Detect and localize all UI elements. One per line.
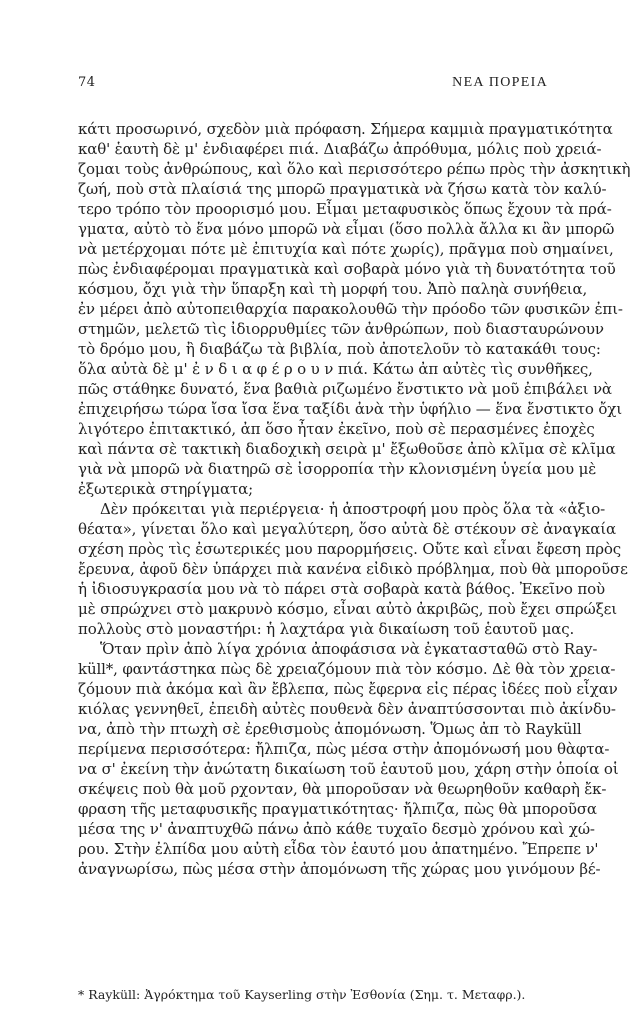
text-line: σκέψεις ποὺ θὰ μοῦ ρχονταν, θὰ μποροῦσαν νὰ θεωρηθοῦν καθαρὴ ἔκ- [78,780,607,798]
text-line: στημῶν, μελετῶ τὶς ἰδιορρυθμίες τῶν ἀνθρώπων, ποὺ διασταυρώνουν [78,320,604,338]
text-line: γιὰ νὰ μπορῶ νὰ διατηρῶ σὲ ἰσορροπία τὴν κλονισμένη ὑγεία μου μὲ [78,460,597,478]
text-line: να σ' ἐκείνη τὴν ἀνώτατη δικαίωση τοῦ ἑαυτοῦ μου, χάρη στὴν ὁποία οἱ [78,760,619,778]
page-header [78,75,548,95]
text-line: ἐπιχειρήσω τώρα ἴσα ἴσα ἕνα ταξίδι ἀνὰ τὴν ὑφήλιο — ἕνα ἔνστικτο ὄχι [78,400,622,418]
text-line: ἡ ἰδιοσυγκρασία μου νὰ τὸ πάρει στὰ σοβαρὰ κατὰ βάθος. Ἐκεῖνο ποὺ [78,580,605,598]
text-line: ὅλα αὐτὰ δὲ μ' ἐ ν δ ι α φ έ ρ ο υ ν πιά. Κάτω ἀπ αὐτὲς τὶς συνθῆκες, [78,360,593,378]
text-line: ἐξωτερικὰ στηρίγματα; [78,480,253,498]
text-line: τερο τρόπο τὸν προορισμό μου. Εἶμαι μεταφυσικὸς ὅπως ἔχουν τὰ πρά- [78,200,612,218]
text-line: κόσμου, ὄχι γιὰ τὴν ὕπαρξη καὶ τὴ μορφή του. Ἀπὸ παληὰ συνήθεια, [78,280,588,298]
text-line: Δὲν πρόκειται γιὰ περιέργεια· ἡ ἀποστροφή μου πρὸς ὅλα τὰ «ἀξιο- [100,500,606,518]
text-line: küll*, φαντάστηκα πὼς δὲ χρειαζόμουν πιὰ τὸν κόσμο. Δὲ θὰ τὸν χρεια- [78,660,616,678]
text-line: πῶς στάθηκε δυνατό, ἕνα βαθιὰ ριζωμένο ἔνστικτο νὰ μοῦ ἐπιβάλει νὰ [78,380,612,398]
text-line: γματα, αὐτὸ τὸ ἕνα μόνο μπορῶ νὰ εἶμαι (ὅσο πολλὰ ἄλλα κι ἂν μπορῶ [78,220,615,238]
body-text [78,119,630,879]
text-line: ζομαι τοὺς ἀνθρώπους, καὶ ὅλο καὶ περισσότερο ρέπω πρὸς τὴν ἀσκητικὴ [78,160,630,178]
running-title: ΝΕΑ ΠΟΡΕΙΑ [452,75,548,90]
page-number: 74 [78,75,96,90]
footnote: * Rayküll: Ἀγρόκτημα τοῦ Kayserling στὴν Ἐσθονία (Σημ. τ. Μεταφρ.). [78,987,526,1002]
text-line: καθ' ἑαυτὴ δὲ μ' ἐνδιαφέρει πιά. Διαβάζω ἀπρόθυμα, μόλις ποὺ χρειά- [78,140,602,158]
text-line: ζόμουν πιὰ ἀκόμα καὶ ἂν ἔβλεπα, πὼς ἔφερνα εἰς πέρας ἰδέες ποὺ εἶχαν [78,680,618,698]
text-line: νὰ μετέρχομαι πότε μὲ ἐπιτυχία καὶ πότε χωρίς), πρᾶγμα ποὺ σημαίνει, [78,240,614,258]
text-line: σχέση πρὸς τὶς ἐσωτερικές μου παρορμήσεις. Οὔτε καὶ εἶναι ἔφεση πρὸς [78,540,621,558]
text-line: ἀναγνωρίσω, πὼς μέσα στὴν ἀπομόνωση τῆς χώρας μου γινόμουν βέ- [78,860,601,878]
text-line: ζωή, ποὺ στὰ πλαίσιά της μπορῶ πραγματικὰ νὰ ζήσω κατὰ τὸν καλύ- [78,180,607,198]
text-line: κάτι προσωρινό, σχεδὸν μιὰ πρόφαση. Σήμερα καμμιὰ πραγματικότητα [78,120,613,138]
text-line: μέσα της ν' ἀναπτυχθῶ πάνω ἀπὸ κάθε τυχαῖο δεσμὸ χρόνου καὶ χώ- [78,820,595,838]
text-line: να, ἀπὸ τὴν πτωχὴ σὲ ἐρεθισμοὺς ἀπομόνωση. Ὅμως ἀπ τὸ Rayküll [78,720,582,738]
text-line: καὶ πάντα σὲ τακτικὴ διαδοχικὴ σειρὰ μ' ἔξωθοῦσε ἀπὸ κλῖμα σὲ κλῖμα [78,440,616,458]
text-line: πολλοὺς στὸ μοναστήρι: ἡ λαχτάρα γιὰ δικαίωση τοῦ ἑαυτοῦ μας. [78,620,575,638]
text-line: ρου. Στὴν ἐλπίδα μου αὐτὴ εἶδα τὸν ἑαυτό μου ἀπατημένο. Ἔπρεπε ν' [78,840,599,858]
text-line: περίμενα περισσότερα: ἤλπιζα, πὼς μέσα στὴν ἀπομόνωσή μου θὰφτα- [78,740,610,758]
text-line: μὲ σπρώχνει στὸ μακρυνὸ κόσμο, εἶναι αὐτὸ ἀκριβῶς, ποὺ ἔχει σπρώξει [78,600,618,618]
text-line: φραση τῆς μεταφυσικῆς πραγματικότητας· ἤλπιζα, πὼς θὰ μποροῦσα [78,800,597,818]
text-line: ἐν μέρει ἀπὸ αὐτοπειθαρχία παρακολουθῶ τὴν πρόοδο τῶν φυσικῶν ἐπι- [78,300,623,318]
text-line: πὼς ἐνδιαφέρομαι πραγματικὰ καὶ σοβαρὰ μόνο γιὰ τὴ δυνατότητα τοῦ [78,260,616,278]
text-line: τὸ δρόμο μου, ἢ διαβάζω τὰ βιβλία, ποὺ ἀποτελοῦν τὸ κατακάθι τους: [78,340,601,358]
text-line: λιγότερο ἐπιτακτικό, ἀπ ὅσο ἦταν ἐκεῖνο, ποὺ σὲ περασμένες ἐποχὲς [78,420,595,438]
text-line: ἔρευνα, ἀφοῦ δὲν ὑπάρχει πιὰ κανένα εἰδικὸ πρόβλημα, ποὺ θὰ μποροῦσε [78,560,628,578]
text-line: Ὅταν πρὶν ἀπὸ λίγα χρόνια ἀποφάσισα νὰ ἐγκατασταθῶ στὸ Ray- [100,640,598,658]
text-line: κιόλας γεννηθεῖ, ἐπειδὴ αὐτὲς πουθενὰ δὲν ἀναπτύσσονται πιὸ ἀκίνδυ- [78,700,616,718]
text-line: θέατα», γίνεται ὅλο καὶ μεγαλύτερη, ὅσο αὐτὰ δὲ στέκουν σὲ ἀναγκαία [78,520,616,538]
